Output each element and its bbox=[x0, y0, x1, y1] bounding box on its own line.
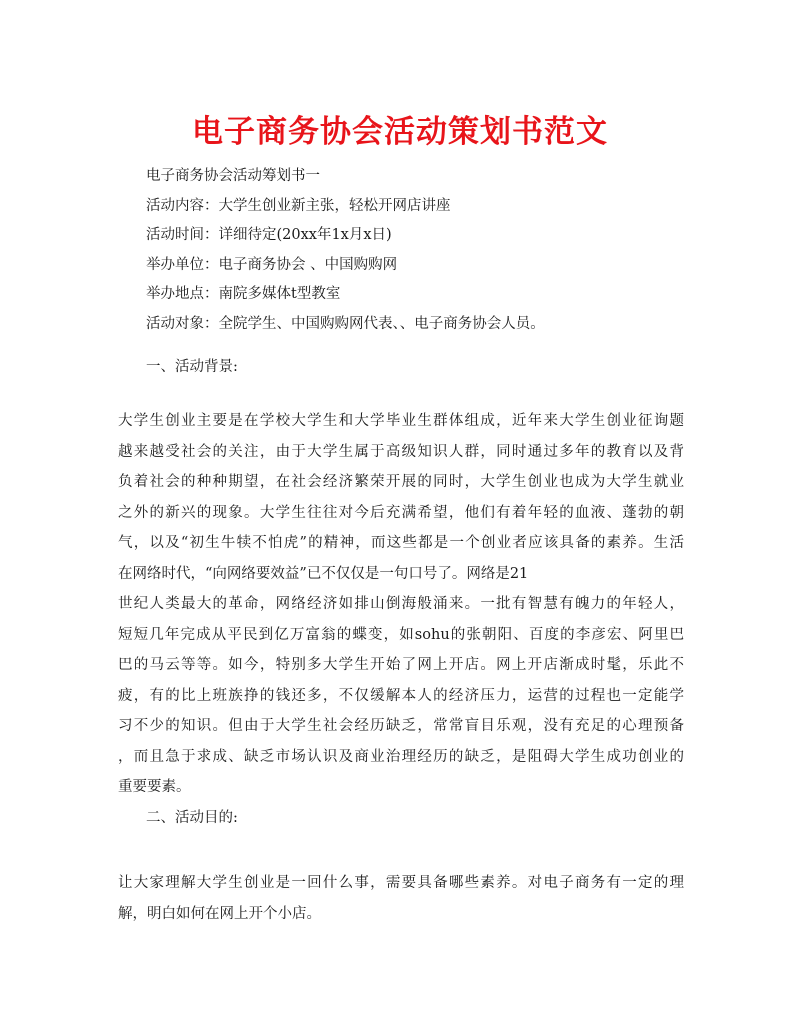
paragraph-line: 世纪人类最大的革命，网络经济如排山倒海般涌来。一批有智慧有魄力的年轻人， bbox=[118, 596, 684, 612]
meta-block bbox=[146, 162, 706, 339]
meta-line-audience: 活动对象：全院学生、中国购购网代表、、电子商务协会人员。 bbox=[146, 315, 545, 332]
meta-line-venue: 举办地点：南院多媒体t型教室 bbox=[146, 286, 341, 302]
paragraph-line: 习不少的知识。但由于大学生社会经历缺乏，常常盲目乐观，没有充足的心理预备 bbox=[118, 718, 684, 734]
section-heading-background: 一、活动背景: bbox=[146, 359, 238, 375]
paragraph-background bbox=[118, 406, 684, 803]
paragraph-line: 短短几年完成从平民到亿万富翁的蝶变，如sohu的张朝阳、百度的李彦宏、阿里巴 bbox=[118, 626, 684, 643]
document-title: 电子商务协会活动策划书范文 bbox=[192, 114, 608, 150]
paragraph-line: 解，明白如何在网上开个小店。 bbox=[118, 905, 321, 922]
meta-line-time: 活动时间：详细待定(20xx年1x月x日) bbox=[146, 227, 392, 243]
paragraph-line: 越来越受社会的关注，由于大学生属于高级知识人群，同时通过多年的教育以及背 bbox=[118, 443, 684, 460]
paragraph-purpose bbox=[118, 868, 684, 929]
paragraph-line: ，而且急于求成、缺乏市场认识及商业治理经历的缺乏，是阻碍大学生成功创业的 bbox=[118, 748, 684, 765]
section-heading-purpose: 二、活动目的: bbox=[146, 810, 238, 826]
paragraph-line: 气，以及“初生牛犊不怕虎”的精神，而这些都是一个创业者应该具备的素养。生活 bbox=[118, 535, 684, 551]
meta-line-content: 活动内容：大学生创业新主张，轻松开网店讲座 bbox=[146, 197, 451, 214]
paragraph-line: 疲，有的比上班族挣的钱还多，不仅缓解本人的经济压力，运营的过程也一定能学 bbox=[118, 687, 684, 704]
paragraph-line: 之外的新兴的现象。大学生往往对今后充满希望，他们有着年轻的血液、蓬勃的朝 bbox=[118, 504, 684, 521]
meta-line-organizer: 举办单位：电子商务协会 、中国购购网 bbox=[146, 256, 398, 273]
paragraph-line: 巴的马云等等。如今，特别多大学生开始了网上开店。网上开店渐成时髦，乐此不 bbox=[118, 657, 684, 673]
paragraph-line: 在网络时代，“向网络要效益”已不仅仅是一句口号了。网络是21 bbox=[118, 565, 529, 582]
paragraph-line: 让大家理解大学生创业是一回什么事，需要具备哪些素养。对电子商务有一定的理 bbox=[118, 875, 684, 891]
paragraph-line: 大学生创业主要是在学校大学生和大学毕业生群体组成，近年来大学生创业征询题 bbox=[118, 413, 684, 429]
paragraph-line: 重要要素。 bbox=[118, 779, 191, 795]
paragraph-line: 负着社会的种种期望，在社会经济繁荣开展的同时，大学生创业也成为大学生就业 bbox=[118, 474, 684, 490]
meta-line-plan-name: 电子商务协会活动筹划书一 bbox=[146, 168, 320, 184]
